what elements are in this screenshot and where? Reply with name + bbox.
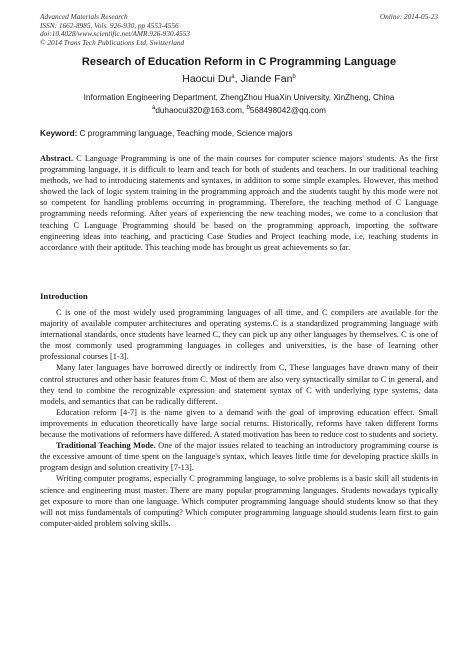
keywords: [40, 129, 438, 138]
doi-line[interactable]: doi:10.4028/www.scientific.net/AMR.926-930.4553: [40, 29, 191, 39]
section-heading: Introduction: [40, 291, 88, 301]
keywords-label: Keyword:: [40, 129, 78, 138]
paragraph: Many later languages have borrowed directly or indirectly from C, These languages have drawn many of their control structures and other basic features from C. Most of them are also very syntactically similar to C in general, and they tend to combine the recognizable expression and statement syntax of C with underlying type systems, data models, and semantics that can be radically different.: [40, 363, 438, 406]
run-in-heading: Traditional Teaching Mode.: [56, 441, 156, 451]
copyright-line: © 2014 Trans Tech Publications Ltd, Switzerland: [40, 37, 185, 47]
paragraph: Education reform [4-7] is the name given to a demand with the goal of improving education effect. Small improvements in education theoretically have large social returns. Historically, reforms have taken different forms because the motivations of reformers have differed. A stated motivation has been to reduce cost to students and society.: [40, 407, 438, 440]
paragraph: Writing computer programs, especially C programming language, to solve problems is a basic skill all students in science and engineering must master. There are many popular programming languages. Students nowadays typically get exposure to more than one language. Which computer programming language should students know so that they will not miss fundamentals of computing? Which computer programming language should students learn first to gain computer-aided problem solving skills.: [40, 474, 438, 528]
journal-name: Advanced Materials Research: [40, 12, 128, 21]
paper-title: Research of Education Reform in C Programming Language: [81, 56, 397, 68]
author-superscript: b: [292, 74, 296, 80]
author-line: [40, 73, 438, 85]
author-separator: ,: [234, 73, 241, 85]
introduction-body: [40, 307, 438, 529]
paragraph: C is one of the most widely used programming languages of all time, and C compilers are available for the majority of available computer architectures and operating systems.C is a standardized programming language with international standards, once students have learned C, they can pick up any other languages by themselves. C is one of the most commonly used programming languages in colleges and universities, is the base of learning other professional courses [1-3].: [40, 308, 438, 362]
keywords-text: C programming language, Teaching mode, Science majors: [77, 129, 293, 138]
email-superscript: a: [151, 105, 156, 111]
issn-line: ISSN: 1662-8985, Vols. 926-930, pp 4553-4556: [40, 20, 179, 30]
paragraph: [40, 440, 438, 473]
email-superscript: b: [246, 105, 250, 111]
email-address[interactable]: 568498042@qq.com: [249, 106, 326, 115]
abstract: [40, 153, 438, 253]
author-name: Jiande Fan: [240, 73, 293, 85]
author-superscript: a: [231, 74, 235, 80]
email-line: [40, 106, 438, 115]
email-address[interactable]: duhaocui320@163.com,: [155, 106, 247, 115]
journal-header: [40, 13, 438, 47]
abstract-text: C Language Programming is one of the main courses for computer science majors' students. As the first programming language, it is difficult to learn and teach for both of students and teachers. In our traditional teaching methods, we had to introducing statements and syntaxes, in addition to some simple examples. However, this method showed the lack of logic system training in the programming approach and the students taught by this mode were not so competent for handling problems occurring in programming. Therefore, the teaching method of C Language programming needs reforming. After years of experiencing the new teaching modes, we come to a conclusion that teaching C Language Programming should be based on the programming approach, importing the software engineering ideas into teaching, and practicing Case Studies and Project teaching mode, i.e, teaching students in accordance with their aptitude. This teaching mode has brought us great achievements so far.: [40, 154, 438, 252]
affiliation: Information Engineering Department, ZhengZhou HuaXin University, XinZheng, China: [83, 93, 395, 102]
paragraph-text: One of the major issues related to teaching an introductory programming course is the excessive amount of time spent on the language's syntax, which leaves little time for developing practice skills in program design and solution creativity [7-13].: [40, 441, 439, 473]
abstract-label: Abstract.: [40, 154, 74, 163]
author-name: Haocui Du: [182, 73, 232, 85]
online-date: Online: 2014-05-23: [379, 12, 438, 21]
